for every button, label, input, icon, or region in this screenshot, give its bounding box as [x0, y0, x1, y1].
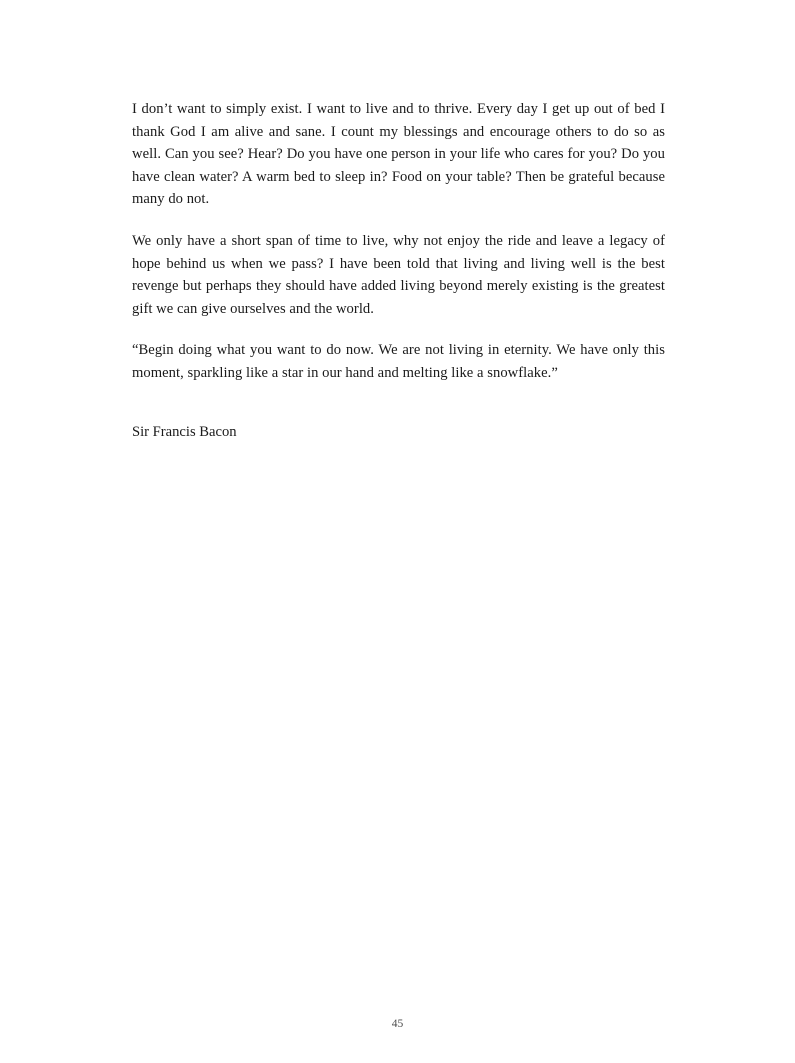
paragraph: “Begin doing what you want to do now. We are not living in eternity. We have only this moment, sparkling like a star in our hand and melting like a snowflake.” — [132, 342, 665, 381]
paragraph: We only have a short span of time to live, why not enjoy the ride and leave a legacy of hope behind us when we pass? I have been told that living and living well is the best revenge but perhaps they should have added living beyond merely existing is the greatest gift we can give ourselves and the world. — [132, 232, 665, 317]
paragraph: I don’t want to simply exist. I want to live and to thrive. Every day I get up out of bed I thank God I am alive and sane. I count my blessings and encourage others to do so as well. Can you see? Hear? Do you have one person in your life who cares for you? Do you have clean water? A warm bed to sleep in? Food on your table? Then be grateful because many do not. — [132, 101, 665, 208]
page-number: 45 — [391, 1018, 404, 1030]
quote-attribution: Sir Francis Bacon — [132, 423, 237, 440]
page-body — [132, 98, 665, 443]
